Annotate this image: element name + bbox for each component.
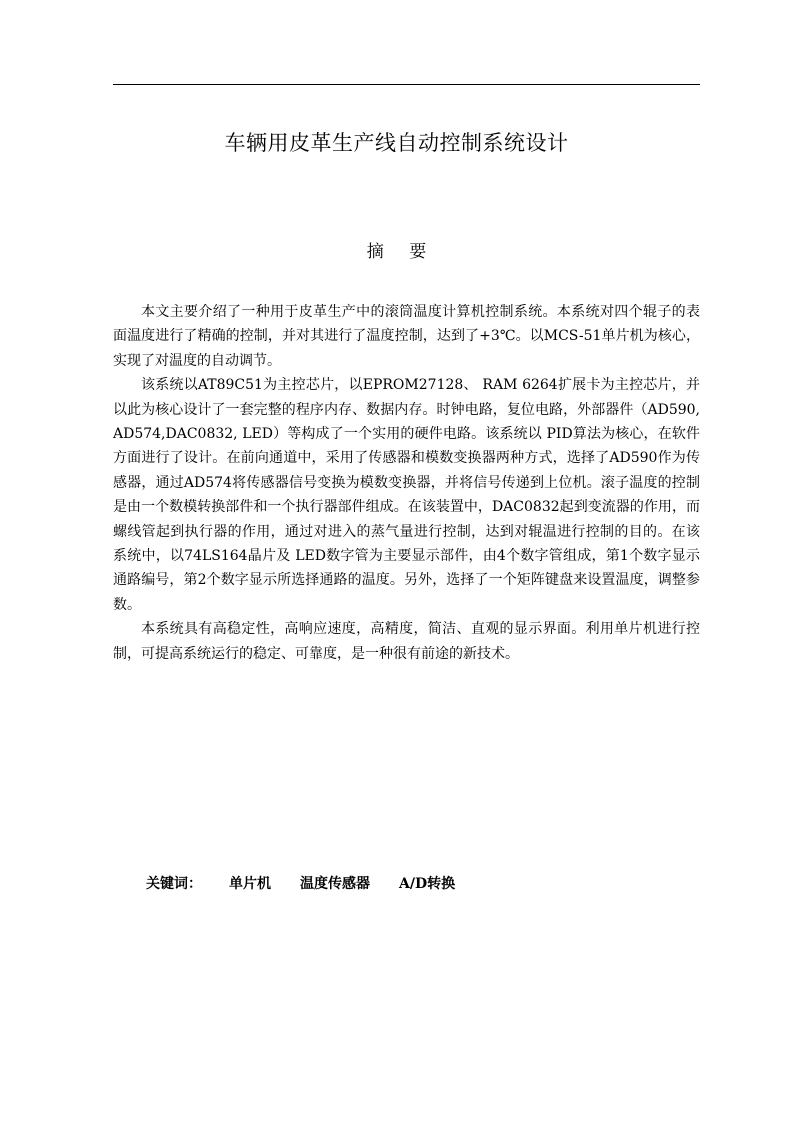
abstract-heading: 摘 要 — [366, 242, 437, 262]
keyword-item: 温度传感器 — [300, 876, 370, 892]
header-rule — [113, 84, 700, 85]
keyword-item: 单片机 — [229, 876, 271, 892]
abstract-paragraph-3: 本系统具有高稳定性，高响应速度，高精度，简洁、直观的显示界面。利用单片机进行控制，可提高系统运行的稳定、可靠度，是一种很有前途的新技术。 — [113, 621, 700, 662]
keywords-label: 关键词： — [146, 876, 202, 892]
document-title: 车辆用皮革生产线自动控制系统设计 — [224, 131, 569, 155]
abstract-paragraph-2: 该系统以AT89C51为主控芯片，以EPROM27128、 RAM 6264扩展卡为主控芯片，并以此为核心设计了一套完整的程序内存、数据内存。时钟电路，复位电路，外部器件（AD590,AD574,DAC0832, LED）等构成了一个实用的硬件电路。该系统以 PID算法为核心，在软件方面进行了设计。在前向通道中，采用了传感器和模数变换器两种方式，选择了AD590作为传感器，通过AD574将传感器信号变换为模数变换器，并将信号传递到上位机。滚子温度的控制是由一个数模转换部件和一个执行器部件组成。在该装置中，DAC0832起到变流器的作用，而螺线管起到执行器的作用，通过对进入的蒸气量进行控制，达到对辊温进行控制的目的。在该系统中，以74LS164晶片及 LED数字管为主要显示部件，由4个数字管组成，第1个数字显示通路编号，第2个数字显示所选择通路的温度。另外，选择了一个矩阵键盘来设置温度，调整参数。 — [113, 377, 700, 613]
abstract-body — [113, 300, 700, 666]
keyword-item: A/D转换 — [399, 876, 456, 892]
keywords-line — [146, 872, 455, 896]
abstract-paragraph-1: 本文主要介绍了一种用于皮革生产中的滚筒温度计算机控制系统。本系统对四个辊子的表面温度进行了精确的控制，并对其进行了温度控制，达到了+3℃。以MCS-51单片机为核心，实现了对温度的自动调节。 — [113, 304, 700, 369]
